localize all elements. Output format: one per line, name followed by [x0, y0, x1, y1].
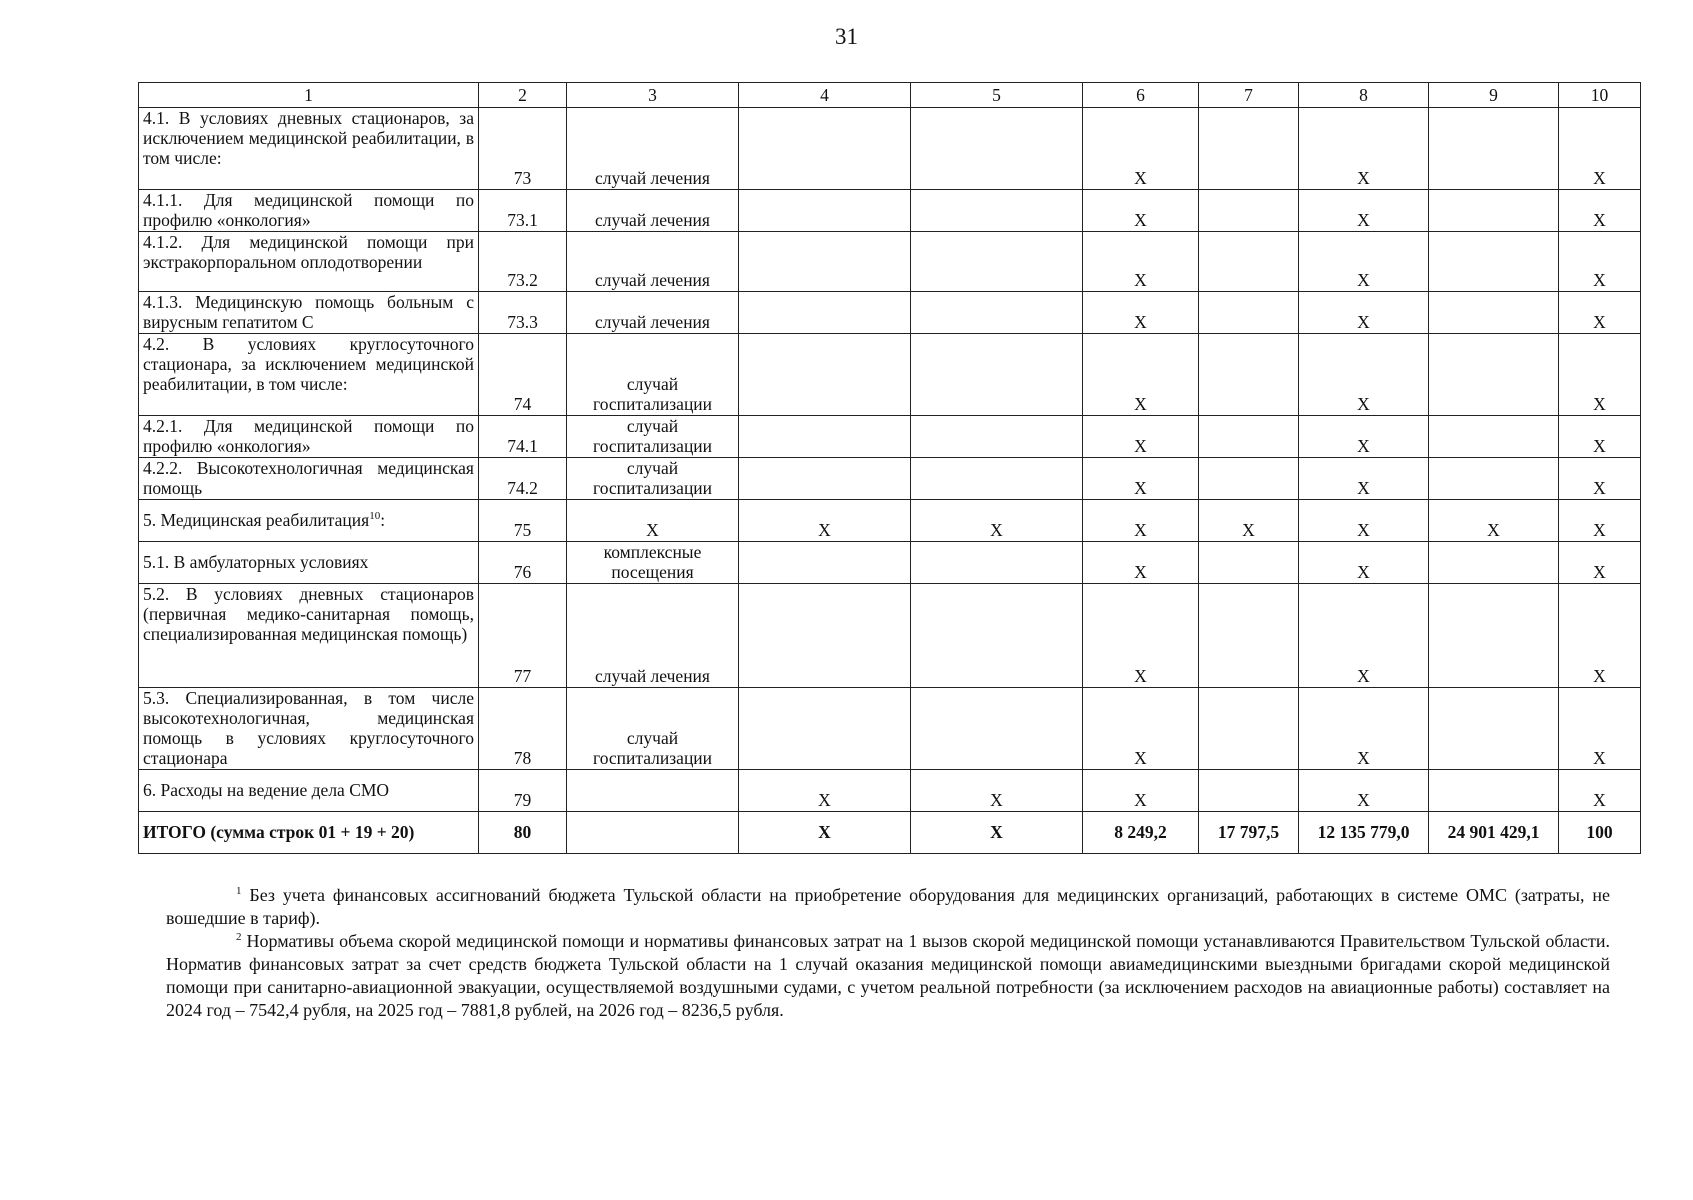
cell-col-10: 100 — [1559, 812, 1641, 854]
cell-col-9 — [1429, 770, 1559, 812]
cell-col-8: X — [1299, 416, 1429, 458]
cell-col-5 — [911, 190, 1083, 232]
col-header-3: 3 — [567, 83, 739, 108]
row-label: 4.1.1. Для медицинской помощи по профилю «онкология» — [143, 190, 474, 230]
cell-col-5: X — [911, 812, 1083, 854]
cell-col-2: 74 — [479, 334, 567, 416]
cell-col-3 — [567, 812, 739, 854]
cell-col-9 — [1429, 108, 1559, 190]
cell-col-6: X — [1083, 458, 1199, 500]
footnote-1-marker: 1 — [236, 885, 242, 897]
cell-col-4: X — [739, 770, 911, 812]
cell-col-1 — [139, 334, 479, 416]
cell-col-1 — [139, 190, 479, 232]
col-header-9: 9 — [1429, 83, 1559, 108]
cell-col-10: X — [1559, 108, 1641, 190]
cell-col-9 — [1429, 584, 1559, 688]
cell-col-4 — [739, 542, 911, 584]
financing-table — [138, 82, 1641, 854]
cell-col-6: X — [1083, 334, 1199, 416]
cell-col-2: 73.1 — [479, 190, 567, 232]
cell-col-2: 78 — [479, 688, 567, 770]
col-header-1: 1 — [139, 83, 479, 108]
table-row — [139, 688, 1641, 770]
cell-col-9: X — [1429, 500, 1559, 542]
page-number: 31 — [835, 24, 858, 49]
cell-col-2: 76 — [479, 542, 567, 584]
cell-col-2: 79 — [479, 770, 567, 812]
cell-col-8: X — [1299, 292, 1429, 334]
cell-col-4 — [739, 584, 911, 688]
table-row — [139, 542, 1641, 584]
cell-col-8: X — [1299, 770, 1429, 812]
col-header-4: 4 — [739, 83, 911, 108]
cell-col-9 — [1429, 416, 1559, 458]
cell-col-2: 74.1 — [479, 416, 567, 458]
col-header-8: 8 — [1299, 83, 1429, 108]
table-row — [139, 190, 1641, 232]
col-header-6: 6 — [1083, 83, 1199, 108]
cell-col-3: случай госпитализации — [567, 334, 739, 416]
cell-col-1 — [139, 500, 479, 542]
footnote-1 — [166, 884, 1610, 930]
cell-col-10: X — [1559, 688, 1641, 770]
cell-col-4: X — [739, 812, 911, 854]
cell-col-10: X — [1559, 770, 1641, 812]
cell-col-1 — [139, 542, 479, 584]
row-label: 6. Расходы на ведение дела СМО — [143, 780, 390, 800]
cell-col-9 — [1429, 688, 1559, 770]
cell-col-1 — [139, 584, 479, 688]
cell-col-7 — [1199, 190, 1299, 232]
cell-col-7 — [1199, 458, 1299, 500]
row-label: 4.1. В условиях дневных стационаров, за исключением медицинской реабилитации, в том числе: — [143, 108, 474, 168]
cell-col-9 — [1429, 190, 1559, 232]
cell-col-7 — [1199, 584, 1299, 688]
cell-col-6: X — [1083, 500, 1199, 542]
cell-col-10: X — [1559, 416, 1641, 458]
cell-col-2: 73.2 — [479, 232, 567, 292]
row-label: 5.3. Специализированная, в том числе высокотехнологичная, медицинская помощь в условиях круглосуточного стационара — [143, 688, 474, 768]
table-row — [139, 770, 1641, 812]
footnote-2 — [166, 930, 1610, 1022]
table-row — [139, 584, 1641, 688]
table-row — [139, 458, 1641, 500]
table-row — [139, 334, 1641, 416]
row-label: 4.2.1. Для медицинской помощи по профилю «онкология» — [143, 416, 474, 456]
cell-col-4 — [739, 190, 911, 232]
footnote-marker: 10 — [369, 510, 381, 523]
cell-col-6: 8 249,2 — [1083, 812, 1199, 854]
cell-col-6: X — [1083, 108, 1199, 190]
cell-col-8: X — [1299, 108, 1429, 190]
col-header-5: 5 — [911, 83, 1083, 108]
col-header-7: 7 — [1199, 83, 1299, 108]
table-header-row — [139, 83, 1641, 108]
cell-col-9 — [1429, 542, 1559, 584]
cell-col-7 — [1199, 334, 1299, 416]
cell-col-6: X — [1083, 232, 1199, 292]
cell-col-4 — [739, 334, 911, 416]
cell-col-3: комплексные посещения — [567, 542, 739, 584]
cell-col-5: X — [911, 500, 1083, 542]
cell-col-6: X — [1083, 688, 1199, 770]
cell-col-9 — [1429, 292, 1559, 334]
cell-col-3: случай лечения — [567, 108, 739, 190]
cell-col-5: X — [911, 770, 1083, 812]
cell-col-1 — [139, 416, 479, 458]
cell-col-7: 17 797,5 — [1199, 812, 1299, 854]
cell-col-8: X — [1299, 500, 1429, 542]
row-label: ИТОГО (сумма строк 01 + 19 + 20) — [143, 822, 415, 842]
cell-col-6: X — [1083, 292, 1199, 334]
table-row — [139, 500, 1641, 542]
row-label-suffix: : — [380, 510, 386, 530]
cell-col-2: 74.2 — [479, 458, 567, 500]
cell-col-3: случай лечения — [567, 232, 739, 292]
table-row — [139, 292, 1641, 334]
row-label: 5.1. В амбулаторных условиях — [143, 552, 369, 572]
table-row — [139, 108, 1641, 190]
cell-col-3: случай госпитализации — [567, 458, 739, 500]
cell-col-6: X — [1083, 770, 1199, 812]
cell-col-5 — [911, 688, 1083, 770]
row-label: 4.2.2. Высокотехнологичная медицинская помощь — [143, 458, 474, 498]
row-label: 4.1.2. Для медицинской помощи при экстракорпоральном оплодотворении — [143, 232, 474, 272]
cell-col-3: случай лечения — [567, 292, 739, 334]
table-row — [139, 812, 1641, 854]
cell-col-3 — [567, 770, 739, 812]
col-header-10: 10 — [1559, 83, 1641, 108]
footnote-1-text: Без учета финансовых ассигнований бюджета Тульской области на приобретение оборудования для медицинских организаций, работающих в системе ОМС (затраты, не вошедшие в тариф). — [166, 885, 1611, 928]
cell-col-10: X — [1559, 292, 1641, 334]
cell-col-3: случай госпитализации — [567, 688, 739, 770]
cell-col-3: случай лечения — [567, 190, 739, 232]
cell-col-2: 73 — [479, 108, 567, 190]
cell-col-4 — [739, 458, 911, 500]
cell-col-2: 80 — [479, 812, 567, 854]
cell-col-8: 12 135 779,0 — [1299, 812, 1429, 854]
cell-col-2: 73.3 — [479, 292, 567, 334]
cell-col-4 — [739, 108, 911, 190]
cell-col-8: X — [1299, 584, 1429, 688]
footnotes — [166, 884, 1610, 1022]
cell-col-7 — [1199, 292, 1299, 334]
cell-col-1 — [139, 232, 479, 292]
cell-col-10: X — [1559, 542, 1641, 584]
footnote-2-text: Нормативы объема скорой медицинской помощи и нормативы финансовых затрат на 1 вызов скорой медицинской помощи устанавливаются Правительством Тульской области. Норматив финансовых затрат за счет средств бюджета Тульской области на 1 случай оказания медицинской помощи авиамедицинскими выездными бригадами скорой медицинской помощи при санитарно-авиационной эвакуации, осуществляемой воздушными судами, с учетом реальной потребности (за исключением расходов на авиационные работы) составляет на 2024 год – 7542,4 рубля, на 2025 год – 7881,8 рублей, на 2026 год – 8236,5 рубля. — [166, 931, 1611, 1020]
cell-col-1 — [139, 292, 479, 334]
cell-col-10: X — [1559, 334, 1641, 416]
cell-col-7 — [1199, 108, 1299, 190]
cell-col-10: X — [1559, 232, 1641, 292]
cell-col-6: X — [1083, 190, 1199, 232]
cell-col-8: X — [1299, 232, 1429, 292]
cell-col-7 — [1199, 232, 1299, 292]
cell-col-6: X — [1083, 584, 1199, 688]
cell-col-2: 77 — [479, 584, 567, 688]
cell-col-6: X — [1083, 542, 1199, 584]
cell-col-5 — [911, 584, 1083, 688]
cell-col-5 — [911, 334, 1083, 416]
cell-col-3: случай госпитализации — [567, 416, 739, 458]
cell-col-5 — [911, 542, 1083, 584]
cell-col-6: X — [1083, 416, 1199, 458]
row-label: 4.2. В условиях круглосуточного стационара, за исключением медицинской реабилитации, в том числе: — [143, 334, 474, 394]
cell-col-5 — [911, 416, 1083, 458]
cell-col-8: X — [1299, 334, 1429, 416]
cell-col-9 — [1429, 334, 1559, 416]
cell-col-5 — [911, 458, 1083, 500]
cell-col-10: X — [1559, 458, 1641, 500]
cell-col-5 — [911, 292, 1083, 334]
table-body — [139, 83, 1641, 854]
cell-col-8: X — [1299, 542, 1429, 584]
cell-col-9: 24 901 429,1 — [1429, 812, 1559, 854]
cell-col-5 — [911, 232, 1083, 292]
cell-col-4 — [739, 292, 911, 334]
cell-col-7 — [1199, 542, 1299, 584]
cell-col-9 — [1429, 458, 1559, 500]
cell-col-7 — [1199, 688, 1299, 770]
cell-col-1 — [139, 108, 479, 190]
cell-col-2: 75 — [479, 500, 567, 542]
cell-col-8: X — [1299, 458, 1429, 500]
cell-col-10: X — [1559, 190, 1641, 232]
cell-col-9 — [1429, 232, 1559, 292]
cell-col-8: X — [1299, 688, 1429, 770]
cell-col-4 — [739, 232, 911, 292]
cell-col-4 — [739, 688, 911, 770]
cell-col-4: X — [739, 500, 911, 542]
row-label: 5. Медицинская реабилитация — [143, 510, 370, 530]
footnote-2-marker: 2 — [236, 931, 242, 943]
row-label: 5.2. В условиях дневных стационаров (первичная медико-санитарная помощь, специализированная медицинская помощь) — [143, 584, 474, 644]
cell-col-3: случай лечения — [567, 584, 739, 688]
cell-col-7 — [1199, 770, 1299, 812]
cell-col-7 — [1199, 416, 1299, 458]
table-row — [139, 232, 1641, 292]
cell-col-3: X — [567, 500, 739, 542]
cell-col-1 — [139, 812, 479, 854]
cell-col-7: X — [1199, 500, 1299, 542]
cell-col-1 — [139, 770, 479, 812]
cell-col-10: X — [1559, 584, 1641, 688]
cell-col-1 — [139, 458, 479, 500]
cell-col-10: X — [1559, 500, 1641, 542]
cell-col-5 — [911, 108, 1083, 190]
col-header-2: 2 — [479, 83, 567, 108]
cell-col-1 — [139, 688, 479, 770]
cell-col-8: X — [1299, 190, 1429, 232]
cell-col-4 — [739, 416, 911, 458]
row-label: 4.1.3. Медицинскую помощь больным с вирусным гепатитом С — [143, 292, 474, 332]
table-row — [139, 416, 1641, 458]
